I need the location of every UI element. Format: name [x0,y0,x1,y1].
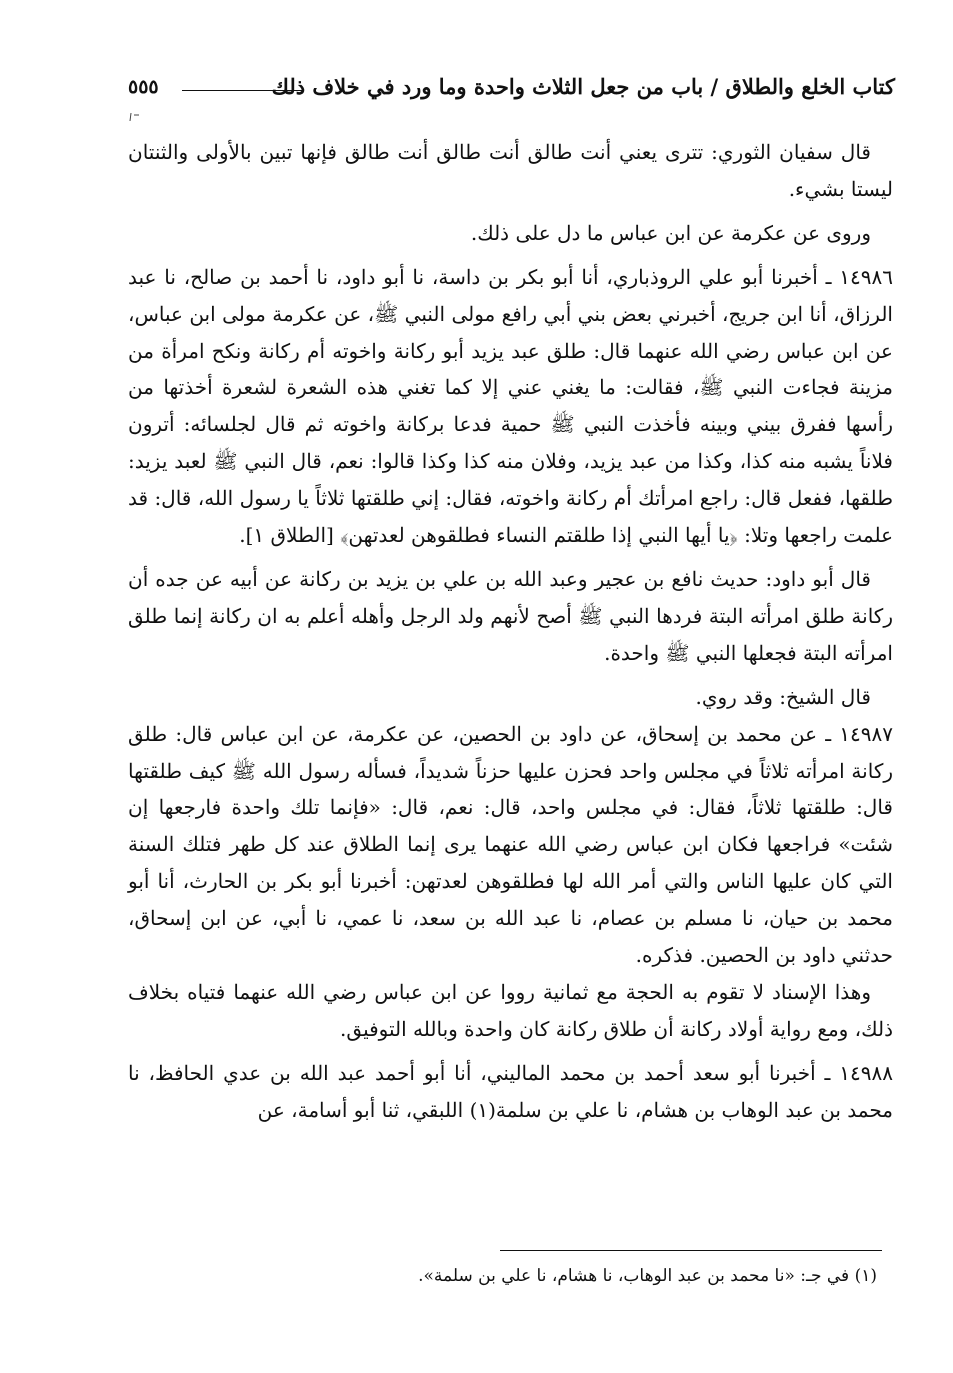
hadith-14986: ١٤٩٨٦ ـ أخبرنا أبو علي الروذباري، أنا أبو بكر بن داسة، نا أبو داود، نا أحمد بن صالح، نا عبد الرزاق، أنا ابن جريج، أخبرني بعض بني أبي رافع مولى النبي ﷺ، عن عكرمة مولى ابن عباس، عن ابن عباس رضي الله عنهما قال: طلق عبد يزيد أبو ركانة واخوته أم ركانة ونكح امرأة من مزينة فجاءت النبي ﷺ، فقالت: ما يغني عني إلا كما تغني هذه الشعرة لشعرة أخذتها من رأسها ففرق بيني وبينه فأخذت النبي ﷺ حمية فدعا بركانة واخوته ثم قال لجلسائه: أترون فلاناً يشبه منه كذا، وكذا من عبد يزيد، وفلان منه كذا وكذا قالوا: نعم، قال النبي ﷺ لعبد يزيد: طلقها، ففعل قال: راجع امرأتك أم ركانة واخوته، فقال: إني طلقتها ثلاثاً يا رسول الله، قال: قد علمت راجعها وتلا: ﴿يا أيها النبي إذا طلقتم النساء فطلقوهن لعدتهن﴾ [الطلاق ١]. [128,264,893,548]
paragraph-abu-dawud: قال أبو داود: حديث نافع بن عجير وعبد الله بن علي بن يزيد بن ركانة عن أبيه عن جده أن ركانة طلق امرأته البتة فردها النبي ﷺ أصح لأنهم ولد الرجل وأهله أعلم به ان ركانة إنما طلق امرأته البتة فجعلها النبي ﷺ واحدة. [128,566,893,665]
header-rule [182,90,304,91]
footnote-rule [500,1250,882,1251]
footnote: (١) في جـ: «نا محمد بن عبد الوهاب، نا هشام، نا علي بن سلمة». [418,1266,877,1286]
running-header [128,70,895,110]
main-text [128,134,893,1136]
page-number: ٥٥٥ [128,76,159,98]
margin-mark [128,112,140,122]
paragraph-ikrima: وروى عن عكرمة عن ابن عباس ما دل على ذلك. [470,220,871,245]
header-title: كتاب الخلع والطلاق / باب من جعل الثلاث واحدة وما ورد في خلاف ذلك [271,74,895,99]
paragraph-shaykh: قال الشيخ: وقد روي. [695,684,871,709]
hadith-14987: ١٤٩٨٧ ـ عن محمد بن إسحاق، عن داود بن الحصين، عن عكرمة، عن ابن عباس قال: طلق ركانة امرأته ثلاثاً في مجلس واحد فحزن عليها حزناً شديداً، فسأله رسول الله ﷺ كيف طلقتها قال: طلقتها ثلاثاً، فقال: في مجلس واحد، قال: نعم، قال: «فإنما تلك واحدة فارجعها إن شئت» فراجعها فكان ابن عباس رضي الله عنهما يرى إنما الطلاق عند كل طهر فتلك السنة التي كان عليها الناس والتي أمر الله لها فطلقوهن لعدتهن: أخبرنا أبو بكر بن الحارث، أنا أبو محمد بن حيان، نا مسلم بن عصام، نا عبد الله بن سعد، نا عمي، نا أبي، عن ابن إسحاق، حدثني داود بن الحصين. فذكره. [128,721,893,968]
paragraph-isnad-note: وهذا الإسناد لا تقوم به الحجة مع ثمانية رووا عن ابن عباس رضي الله عنهما فتياه بخلاف ذلك، ومع رواية أولاد ركانة أن طلاق ركانة كان واحدة وبالله التوفيق. [128,979,893,1041]
hadith-14988: ١٤٩٨٨ ـ أخبرنا أبو سعد أحمد بن محمد الماليني، أنا أبو أحمد عبد الله بن عدي الحافظ، نا محمد بن عبد الوهاب بن هشام، نا علي بن سلمة(١) اللبقي، ثنا أبو أسامة، عن [128,1060,893,1122]
paragraph-thawri: قال سفيان الثوري: تترى يعني أنت طالق أنت طالق أنت طالق فإنها تبين بالأولى والثنتان ليستا بشيء. [128,140,893,201]
